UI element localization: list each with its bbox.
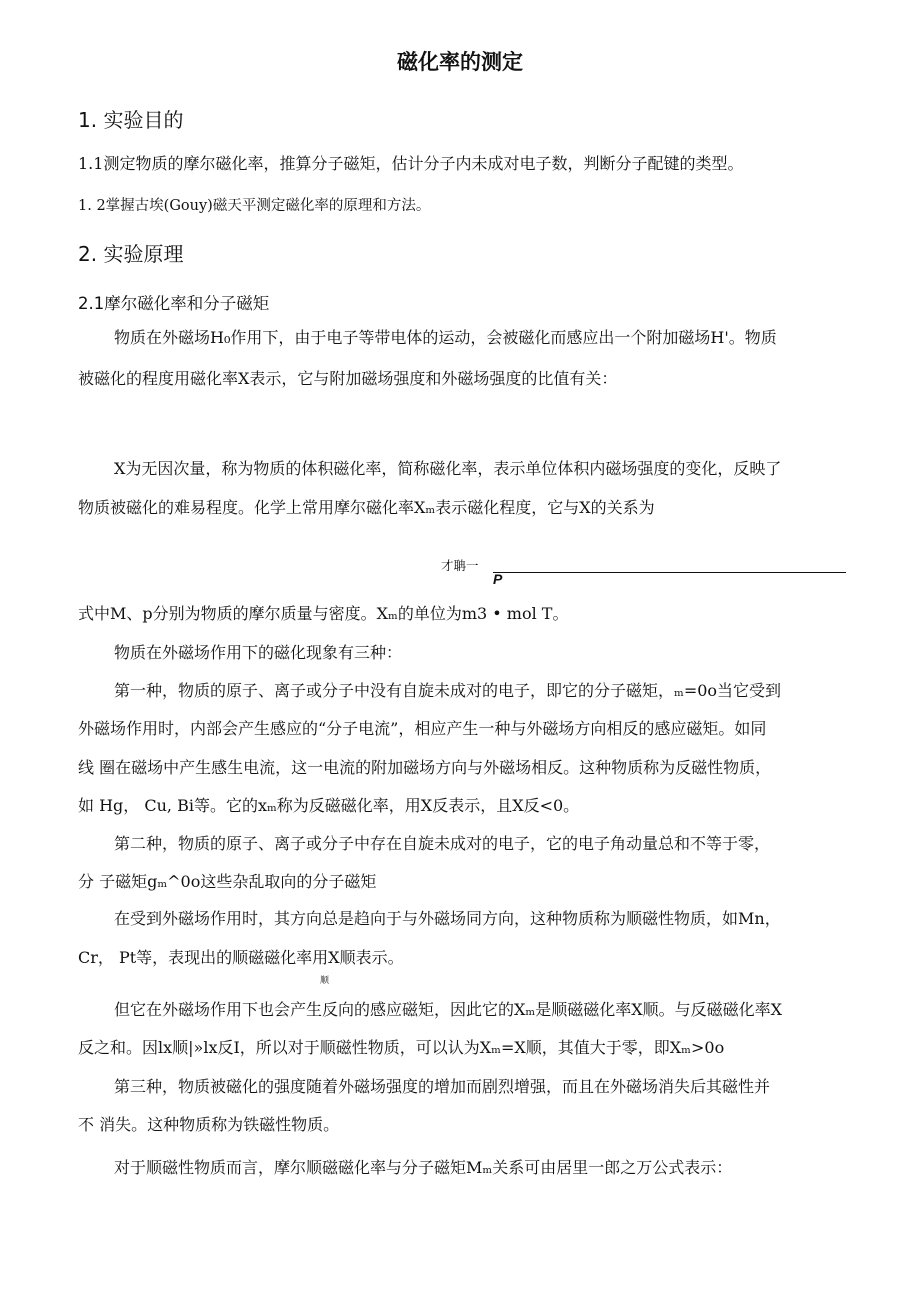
orphan-mark: 顺	[320, 976, 330, 986]
objective-item-2: 1. 2掌握古埃(Gouy)磁天平测定磁化率的原理和方法。	[78, 198, 431, 214]
body-line: 不 消失。这种物质称为铁磁性物质。	[78, 1115, 340, 1134]
body-line: 在受到外磁场作用时，其方向总是趋向于与外磁场同方向，这种物质称为顺磁性物质，如Mn，	[114, 909, 781, 928]
body-line: 分 子磁矩gₘ^0o这些杂乱取向的分子磁矩	[78, 872, 377, 891]
body-line: Cr， Pt等，表现出的顺磁磁化率用X顺表示。	[78, 948, 404, 967]
body-line: 反之和。因lx顺|»lx反I，所以对于顺磁性物质，可以认为Xₘ=X顺，其值大于零，即Xₘ>0o	[78, 1038, 725, 1057]
equation-denominator: P	[493, 571, 503, 587]
body-line: 式中M、p分别为物质的摩尔质量与密度。Xₘ的单位为m3 • mol T。	[78, 604, 569, 623]
equation-label: 才聃一	[441, 558, 479, 573]
section2-subheading: 2.1摩尔磁化率和分子磁矩	[78, 294, 270, 313]
body-line: 物质被磁化的难易程度。化学上常用摩尔磁化率Xₘ表示磁化程度，它与X的关系为	[78, 498, 655, 517]
page-title: 磁化率的测定	[397, 50, 523, 74]
fraction-bar	[493, 572, 846, 573]
body-line: 物质在外磁场作用下的磁化现象有三种：	[114, 643, 403, 662]
body-line: 被磁化的程度用磁化率X表示，它与附加磁场强度和外磁场强度的比值有关：	[78, 369, 618, 388]
body-line: 第二种，物质的原子、离子或分子中存在自旋未成对的电子，它的电子角动量总和不等于零，	[114, 834, 771, 853]
body-line: 如 Hg， Cu, Bi等。它的xₘ称为反磁磁化率，用X反表示，且X反<0。	[78, 796, 580, 815]
section2-heading: 2. 实验原理	[78, 242, 184, 266]
body-line: 第三种，物质被磁化的强度随着外磁场强度的增加而剧烈增强，而且在外磁场消失后其磁性并	[114, 1077, 771, 1096]
body-line: 但它在外磁场作用下也会产生反向的感应磁矩，因此它的Xₘ是顺磁磁化率X顺。与反磁磁化率X	[114, 1000, 782, 1019]
body-line: 第一种，物质的原子、离子或分子中没有自旋未成对的电子，即它的分子磁矩，ₘ=0o当它受到	[114, 681, 782, 700]
section1-heading: 1. 实验目的	[78, 108, 184, 132]
body-line: 线 圈在磁场中产生感生电流，这一电流的附加磁场方向与外磁场相反。这种物质称为反磁性物质，	[78, 758, 772, 777]
objective-item-1: 1.1测定物质的摩尔磁化率，推算分子磁矩，估计分子内未成对电子数，判断分子配键的类型。	[78, 154, 744, 173]
body-line: X为无因次量，称为物质的体积磁化率，简称磁化率，表示单位体积内磁场强度的变化，反映了	[114, 459, 782, 478]
body-line: 对于顺磁性物质而言，摩尔顺磁磁化率与分子磁矩Mₘ关系可由居里一郎之万公式表示：	[114, 1158, 733, 1177]
body-line: 外磁场作用时，内部会产生感应的“分子电流”，相应产生一种与外磁场方向相反的感应磁矩。如同	[78, 719, 767, 738]
body-line: 物质在外磁场H₀作用下，由于电子等带电体的运动，会被磁化而感应出一个附加磁场H'。物质	[114, 328, 777, 347]
